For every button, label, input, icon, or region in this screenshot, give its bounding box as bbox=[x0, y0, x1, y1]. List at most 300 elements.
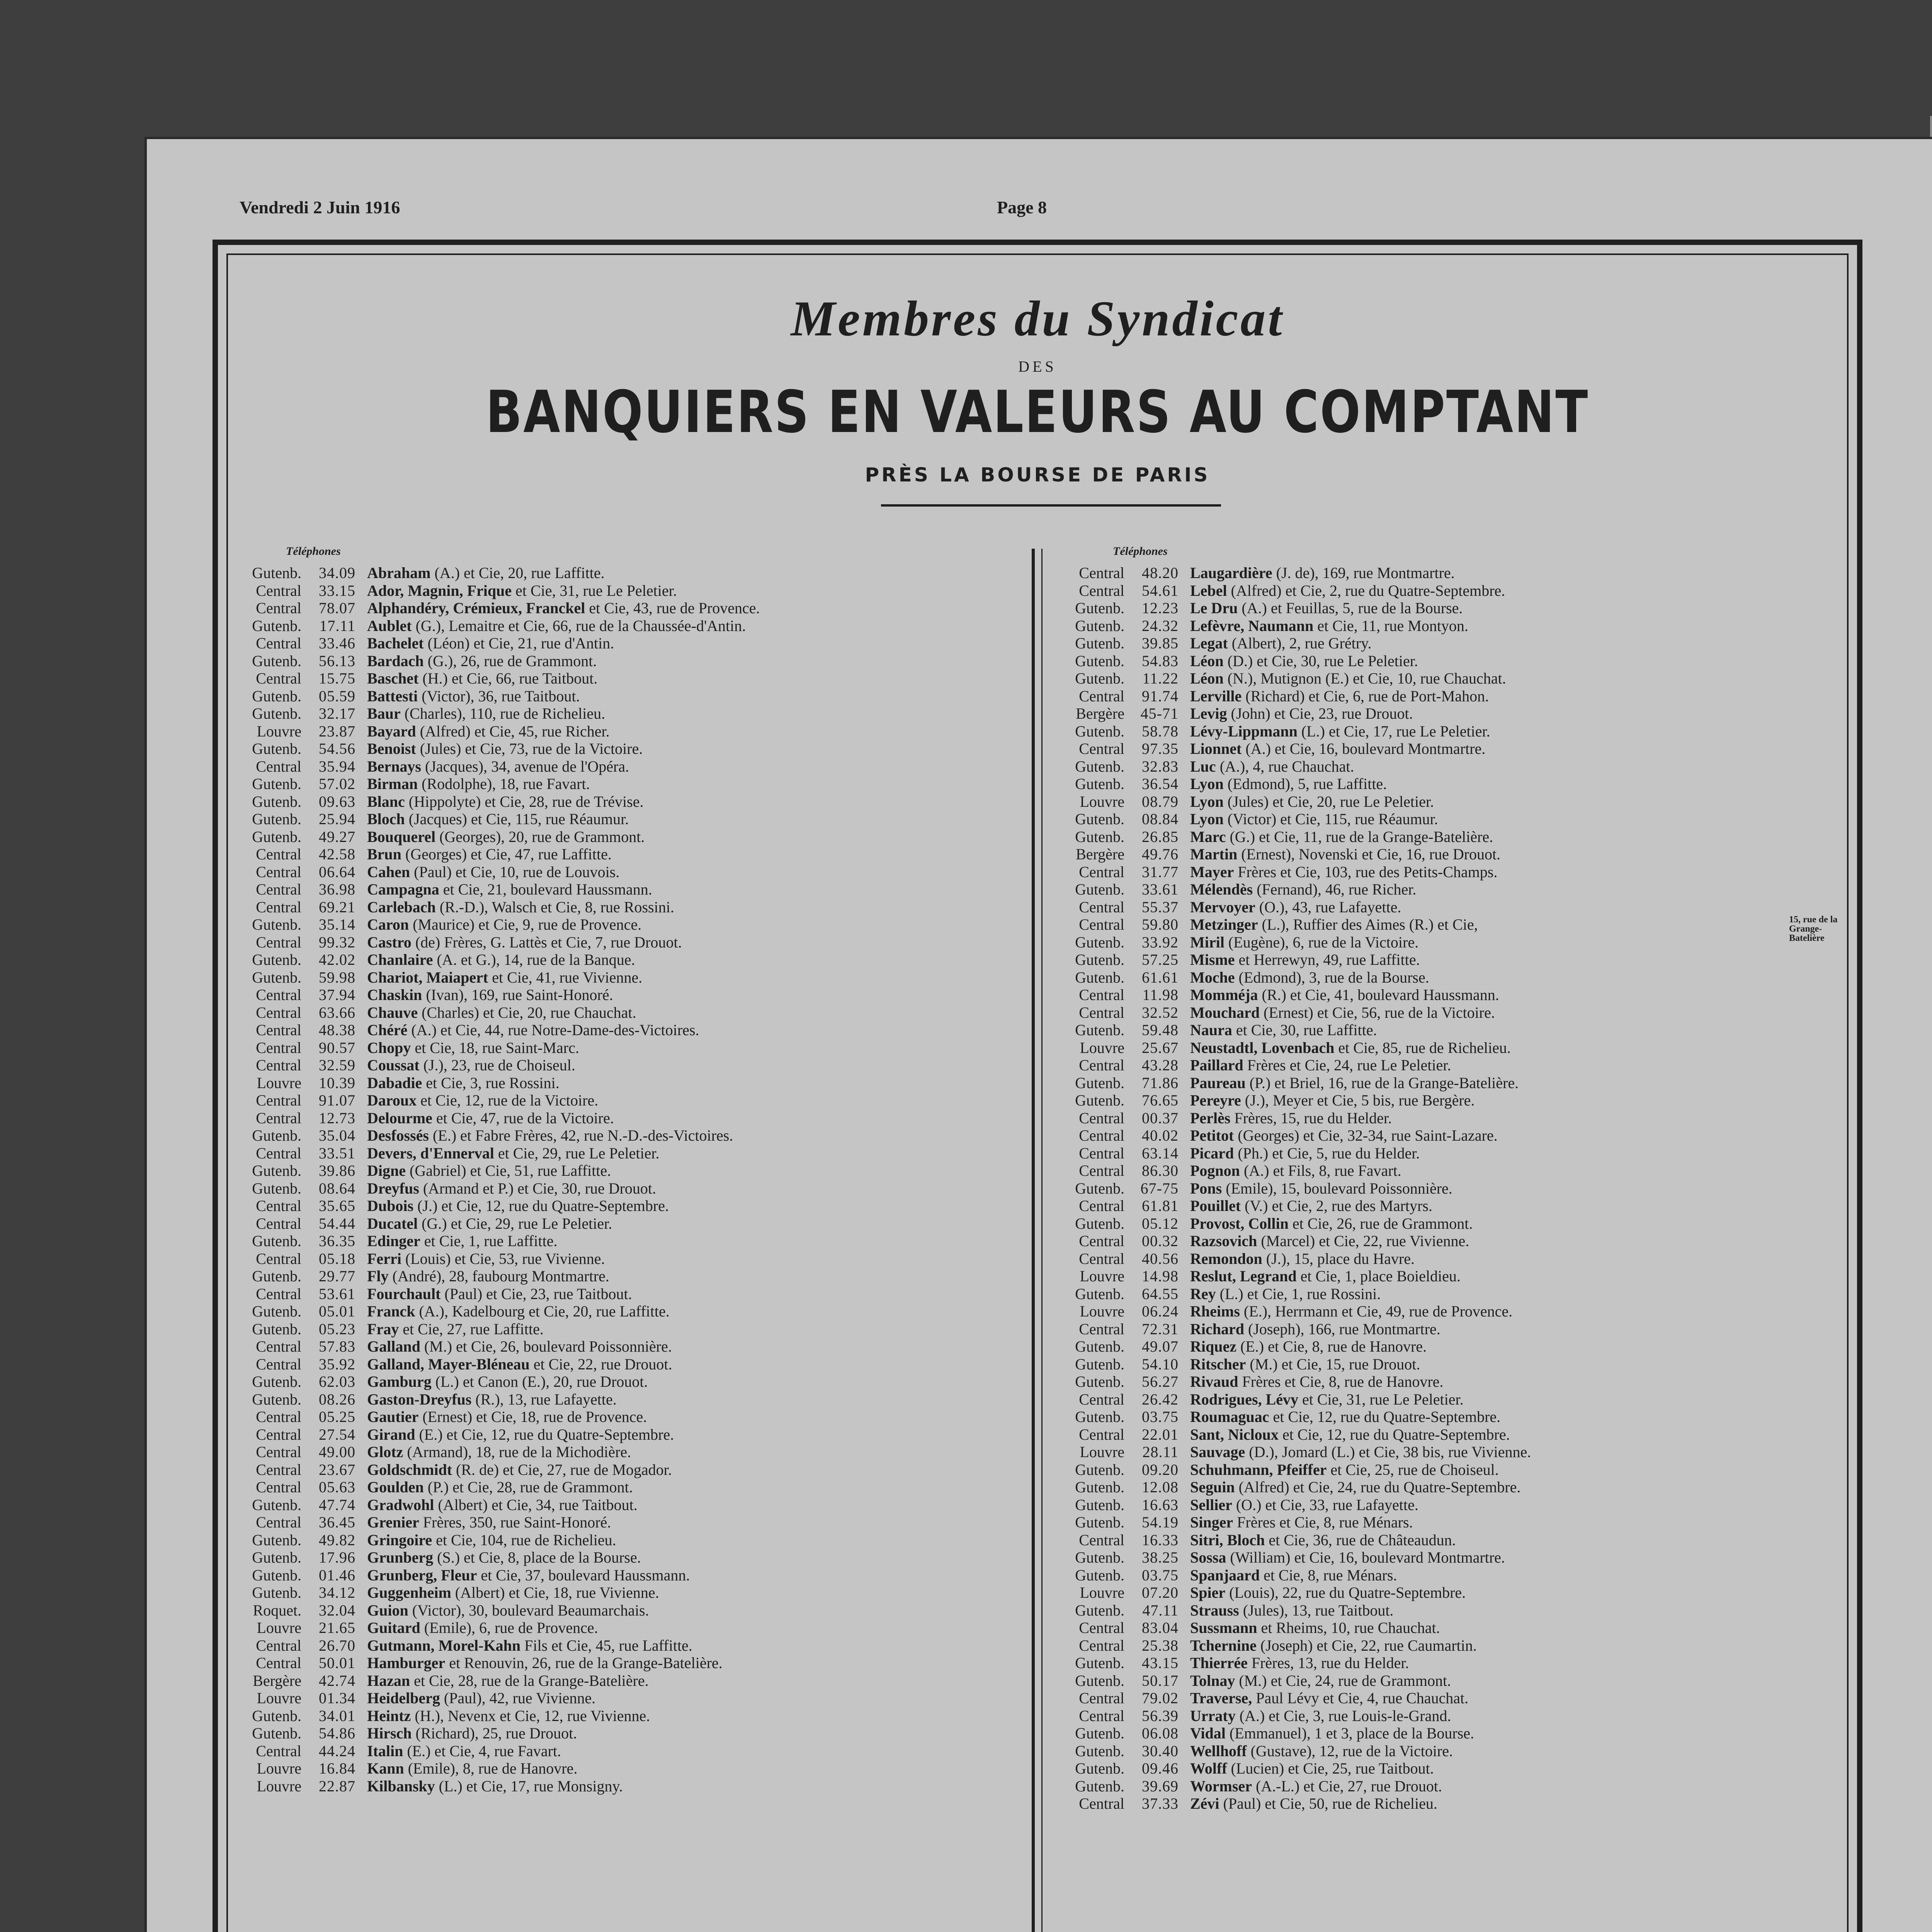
phone-number: 76.65 bbox=[1142, 1092, 1179, 1109]
member-name: Picard bbox=[1190, 1144, 1234, 1162]
exchange-name: Central bbox=[256, 634, 301, 652]
member-row bbox=[240, 1355, 1024, 1373]
member-name: Castro bbox=[367, 933, 412, 951]
member-address: (E.) et Cie, 12, rue du Quatre-Septembre. bbox=[415, 1425, 674, 1443]
phone-number: 36.54 bbox=[1142, 775, 1179, 793]
member-address: (E.) et Cie, 8, rue de Hanovre. bbox=[1236, 1338, 1427, 1355]
member-row bbox=[1063, 1689, 1843, 1707]
member-address: (A.) et Cie, 20, rue Laffitte. bbox=[430, 564, 605, 582]
member-row bbox=[1063, 1672, 1843, 1690]
phone-number: 06.08 bbox=[1142, 1725, 1179, 1742]
member-name: Pereyre bbox=[1190, 1092, 1241, 1109]
member-entry bbox=[1190, 1285, 1381, 1303]
phone-number: 62.03 bbox=[319, 1373, 355, 1390]
member-address: (A.), Kadelbourg et Cie, 20, rue Laffitte. bbox=[415, 1303, 670, 1320]
exchange-name: Louvre bbox=[257, 1619, 301, 1636]
phone-number: 56.39 bbox=[1142, 1707, 1179, 1725]
member-entry bbox=[1190, 652, 1418, 670]
member-name: Remondon bbox=[1190, 1250, 1262, 1267]
phone-number: 71.86 bbox=[1142, 1074, 1179, 1092]
member-name: Lyon bbox=[1190, 775, 1224, 793]
member-name: Chaskin bbox=[367, 986, 422, 1003]
exchange-name: Gutenb. bbox=[1075, 1461, 1124, 1478]
member-name: Pouillet bbox=[1190, 1197, 1241, 1214]
member-entry bbox=[1190, 1795, 1437, 1813]
phone-number: 25.67 bbox=[1142, 1039, 1179, 1056]
member-name: Chanlaire bbox=[367, 951, 433, 968]
member-row bbox=[240, 881, 1024, 898]
member-name: Bardach bbox=[367, 652, 424, 670]
phone-number: 42.74 bbox=[319, 1672, 355, 1689]
phone-number: 59.80 bbox=[1142, 916, 1179, 933]
exchange-name: Louvre bbox=[1080, 1584, 1124, 1601]
exchange-name: Gutenb. bbox=[1075, 1672, 1124, 1689]
exchange-name: Gutenb. bbox=[1075, 1355, 1124, 1373]
phone-number: 48.38 bbox=[319, 1021, 355, 1039]
member-row bbox=[1063, 1777, 1843, 1795]
member-row bbox=[1063, 1109, 1843, 1127]
member-name: Neustadtl, Lovenbach bbox=[1190, 1039, 1335, 1056]
member-name: Singer bbox=[1190, 1514, 1233, 1531]
member-name: Sellier bbox=[1190, 1496, 1232, 1514]
phone-number: 50.17 bbox=[1142, 1672, 1179, 1689]
exchange-name: Louvre bbox=[257, 1074, 301, 1092]
member-address: Fils et Cie, 45, rue Laffitte. bbox=[520, 1636, 692, 1654]
member-address: et Cie, 31, rue Le Peletier. bbox=[1298, 1390, 1464, 1408]
member-address: et Cie, 47, rue de la Victoire. bbox=[432, 1109, 614, 1127]
exchange-name: Central bbox=[1079, 740, 1124, 757]
member-entry bbox=[1190, 1338, 1427, 1355]
member-entry bbox=[1190, 1443, 1531, 1461]
member-name: Roumaguac bbox=[1190, 1408, 1269, 1425]
phone-number: 47.74 bbox=[319, 1496, 355, 1514]
phone-number: 09.20 bbox=[1142, 1461, 1179, 1478]
member-address: Frères et Cie, 24, rue Le Peletier. bbox=[1243, 1056, 1451, 1074]
member-row bbox=[240, 1496, 1024, 1514]
phone-number: 39.86 bbox=[319, 1162, 355, 1179]
member-name: Legat bbox=[1190, 634, 1228, 652]
member-entry bbox=[1190, 1566, 1397, 1584]
member-name: Ducatel bbox=[367, 1214, 418, 1232]
exchange-name: Gutenb. bbox=[252, 1390, 301, 1408]
member-name: Grunberg bbox=[367, 1549, 434, 1566]
member-row bbox=[240, 969, 1024, 986]
member-entry bbox=[1190, 828, 1493, 846]
exchange-name: Gutenb. bbox=[1075, 652, 1124, 670]
member-row bbox=[240, 652, 1024, 670]
exchange-name: Central bbox=[256, 986, 301, 1003]
member-row bbox=[240, 916, 1024, 934]
member-name: Provost, Collin bbox=[1190, 1214, 1289, 1232]
member-row bbox=[1063, 1232, 1843, 1250]
member-entry bbox=[1190, 775, 1387, 793]
member-row bbox=[1063, 705, 1843, 723]
exchange-name: Central bbox=[1079, 1127, 1124, 1144]
phone-number: 63.14 bbox=[1142, 1144, 1179, 1162]
phone-number: 37.33 bbox=[1142, 1795, 1179, 1812]
member-row bbox=[240, 599, 1024, 617]
member-address: (A. et G.), 14, rue de la Banque. bbox=[433, 951, 635, 968]
member-address: et Cie, 37, boulevard Haussmann. bbox=[477, 1566, 690, 1584]
exchange-name: Gutenb. bbox=[1075, 1408, 1124, 1425]
member-address: (André), 28, faubourg Montmartre. bbox=[388, 1267, 609, 1285]
exchange-name: Central bbox=[256, 599, 301, 617]
exchange-name: Central bbox=[1079, 916, 1124, 933]
member-entry bbox=[367, 1004, 636, 1022]
member-entry bbox=[1190, 599, 1463, 617]
member-address: (Victor), 36, rue Taitbout. bbox=[418, 687, 580, 705]
phone-number: 33.46 bbox=[319, 634, 355, 652]
member-entry bbox=[367, 951, 635, 969]
phone-number: 67-75 bbox=[1140, 1179, 1179, 1197]
phone-number: 05.01 bbox=[319, 1303, 355, 1320]
title-des: DES bbox=[1018, 358, 1057, 375]
member-entry bbox=[367, 1602, 649, 1619]
exchange-name: Gutenb. bbox=[252, 652, 301, 670]
member-entry bbox=[367, 1549, 641, 1566]
member-row bbox=[240, 740, 1024, 758]
member-address: (O.), 43, rue Lafayette. bbox=[1255, 898, 1401, 916]
member-name: Bayard bbox=[367, 722, 416, 740]
member-entry bbox=[367, 1637, 692, 1655]
member-address: (J.) et Cie, 12, rue du Quatre-Septembre. bbox=[413, 1197, 669, 1214]
member-row bbox=[1063, 1566, 1843, 1584]
member-row bbox=[1063, 1145, 1843, 1162]
member-row bbox=[1063, 1303, 1843, 1320]
member-entry bbox=[1190, 1039, 1511, 1057]
phone-number: 32.17 bbox=[319, 705, 355, 722]
phone-number: 08.64 bbox=[319, 1179, 355, 1197]
member-address: (Armand), 18, rue de la Michodière. bbox=[403, 1443, 631, 1461]
member-name: Sitri, Bloch bbox=[1190, 1531, 1265, 1549]
member-address: (Charles) et Cie, 20, rue Chauchat. bbox=[418, 1003, 636, 1021]
member-address: et Rheims, 10, rue Chauchat. bbox=[1257, 1619, 1440, 1636]
member-address: et Cie, 11, rue Montyon. bbox=[1313, 617, 1468, 634]
member-row bbox=[1063, 599, 1843, 617]
member-name: Baschet bbox=[367, 670, 419, 687]
exchange-name: Central bbox=[1079, 1232, 1124, 1250]
member-address: (William) et Cie, 16, boulevard Montmartre. bbox=[1226, 1549, 1505, 1566]
phone-number: 63.66 bbox=[319, 1003, 355, 1021]
phone-number: 23.87 bbox=[319, 722, 355, 740]
member-entry bbox=[1190, 1232, 1469, 1250]
exchange-name: Roquet. bbox=[253, 1601, 301, 1619]
member-address: (G.) et Cie, 11, rue de la Grange-Batelière. bbox=[1226, 828, 1493, 845]
member-entry bbox=[367, 1689, 595, 1707]
member-name: Bachelet bbox=[367, 634, 424, 652]
member-entry bbox=[367, 705, 605, 723]
member-address: (Armand et P.) et Cie, 30, rue Drouot. bbox=[419, 1179, 656, 1197]
member-name: Momméja bbox=[1190, 986, 1258, 1003]
exchange-name: Gutenb. bbox=[252, 687, 301, 705]
exchange-name: Central bbox=[1079, 1619, 1124, 1636]
member-entry bbox=[367, 1320, 544, 1338]
member-entry bbox=[1190, 1584, 1466, 1602]
phone-number: 32.83 bbox=[1142, 757, 1179, 775]
member-name: Zévi bbox=[1190, 1795, 1219, 1812]
phone-number: 08.26 bbox=[319, 1390, 355, 1408]
member-name: Mervoyer bbox=[1190, 898, 1255, 916]
member-row bbox=[1063, 1021, 1843, 1039]
member-name: Pognon bbox=[1190, 1162, 1240, 1179]
exchange-name: Central bbox=[1079, 564, 1124, 582]
member-row bbox=[1063, 1373, 1843, 1391]
exchange-name: Central bbox=[1079, 1689, 1124, 1707]
member-row bbox=[240, 634, 1024, 652]
phone-number: 35.94 bbox=[319, 757, 355, 775]
member-entry bbox=[1190, 793, 1434, 811]
phone-number: 16.33 bbox=[1142, 1531, 1179, 1549]
exchange-name: Gutenb. bbox=[1075, 1373, 1124, 1390]
phone-number: 35.04 bbox=[319, 1127, 355, 1144]
member-row bbox=[240, 845, 1024, 863]
member-name: Gradwohl bbox=[367, 1496, 434, 1514]
phone-number: 06.24 bbox=[1142, 1303, 1179, 1320]
member-address: et Cie, 12, rue du Quatre-Septembre. bbox=[1269, 1408, 1501, 1425]
member-address: (H.), Nevenx et Cie, 12, rue Vivienne. bbox=[411, 1707, 650, 1725]
member-row bbox=[240, 1303, 1024, 1320]
exchange-name: Gutenb. bbox=[252, 810, 301, 828]
member-name: Birman bbox=[367, 775, 418, 793]
phone-number: 53.61 bbox=[319, 1285, 355, 1303]
exchange-name: Central bbox=[1079, 1197, 1124, 1214]
member-entry bbox=[1190, 1637, 1477, 1655]
member-entry bbox=[1190, 1725, 1474, 1742]
member-address: Frères et Cie, 103, rue des Petits-Champs. bbox=[1234, 863, 1498, 881]
phone-number: 08.84 bbox=[1142, 810, 1179, 828]
member-address: (R.), 13, rue Lafayette. bbox=[471, 1390, 617, 1408]
member-address: (Marcel) et Cie, 22, rue Vivienne. bbox=[1257, 1232, 1469, 1250]
phone-number: 23.67 bbox=[319, 1461, 355, 1478]
member-address: (H.) et Cie, 66, rue Taitbout. bbox=[418, 670, 598, 687]
member-address: et Cie, 41, rue Vivienne. bbox=[488, 968, 643, 986]
member-name: Sossa bbox=[1190, 1549, 1226, 1566]
member-address: (Rodolphe), 18, rue Favart. bbox=[418, 775, 590, 793]
exchange-name: Louvre bbox=[257, 722, 301, 740]
phone-number: 33.92 bbox=[1142, 933, 1179, 951]
member-name: Chauve bbox=[367, 1003, 418, 1021]
member-entry bbox=[1190, 1162, 1401, 1180]
member-name: Alphandéry, Crémieux, Franckel bbox=[367, 599, 585, 617]
exchange-name: Gutenb. bbox=[1075, 1285, 1124, 1303]
member-row bbox=[240, 793, 1024, 811]
phone-number: 24.32 bbox=[1142, 617, 1179, 634]
member-entry bbox=[1190, 969, 1429, 986]
member-entry bbox=[367, 1232, 557, 1250]
member-address: (Richard) et Cie, 6, rue de Port-Mahon. bbox=[1242, 687, 1489, 705]
member-address: et Cie, 28, rue de la Grange-Batelière. bbox=[410, 1672, 649, 1689]
member-address: et Cie, 36, rue de Châteaudun. bbox=[1265, 1531, 1456, 1549]
member-entry bbox=[1190, 1303, 1512, 1320]
exchange-name: Central bbox=[1079, 687, 1124, 705]
member-row bbox=[1063, 1619, 1843, 1637]
exchange-name: Gutenb. bbox=[252, 1725, 301, 1742]
member-address: et Cie, 30, rue Laffitte. bbox=[1232, 1021, 1377, 1039]
phone-number: 34.01 bbox=[319, 1707, 355, 1725]
exchange-name: Gutenb. bbox=[1075, 933, 1124, 951]
exchange-name: Central bbox=[256, 1092, 301, 1109]
member-row bbox=[240, 1127, 1024, 1145]
member-address: (Joseph) et Cie, 22, rue Caumartin. bbox=[1256, 1636, 1477, 1654]
member-name: Razsovich bbox=[1190, 1232, 1257, 1250]
member-name: Kilbansky bbox=[367, 1777, 435, 1795]
member-entry bbox=[1190, 1215, 1473, 1233]
phone-number: 61.81 bbox=[1142, 1197, 1179, 1214]
exchange-name: Central bbox=[1079, 986, 1124, 1003]
exchange-name: Gutenb. bbox=[252, 564, 301, 582]
member-entry bbox=[1190, 1619, 1440, 1637]
exchange-name: Bergère bbox=[1076, 705, 1124, 722]
member-entry bbox=[367, 1109, 614, 1127]
member-address: (D.) et Cie, 30, rue Le Peletier. bbox=[1223, 652, 1418, 670]
member-address: (J.), 23, rue de Choiseul. bbox=[419, 1056, 575, 1074]
exchange-name: Central bbox=[256, 1355, 301, 1373]
member-row bbox=[240, 1145, 1024, 1162]
exchange-name: Louvre bbox=[1080, 1303, 1124, 1320]
member-row bbox=[240, 723, 1024, 740]
member-address: (Eugène), 6, rue de la Victoire. bbox=[1224, 933, 1419, 951]
member-entry bbox=[367, 599, 760, 617]
member-row bbox=[1063, 1443, 1843, 1461]
member-row bbox=[1063, 881, 1843, 898]
exchange-name: Central bbox=[256, 1654, 301, 1672]
member-name: Brun bbox=[367, 845, 401, 863]
phone-number: 12.73 bbox=[319, 1109, 355, 1127]
member-name: Gutmann, Morel-Kahn bbox=[367, 1636, 521, 1654]
member-row bbox=[240, 1443, 1024, 1461]
member-entry bbox=[1190, 1092, 1475, 1109]
member-entry bbox=[367, 1619, 598, 1637]
member-address: (Alfred) et Cie, 2, rue du Quatre-Septembre. bbox=[1227, 582, 1505, 599]
phone-number: 01.34 bbox=[319, 1689, 355, 1707]
exchange-name: Gutenb. bbox=[1075, 1092, 1124, 1109]
member-address: (A.-L.) et Cie, 27, rue Drouot. bbox=[1252, 1777, 1442, 1795]
member-row bbox=[240, 898, 1024, 916]
member-row bbox=[240, 1549, 1024, 1566]
member-entry bbox=[1190, 1549, 1505, 1566]
member-name: Coussat bbox=[367, 1056, 420, 1074]
title-bourse: PRÈS LA BOURSE DE PARIS bbox=[865, 464, 1210, 486]
member-address: (A.) et Cie, 16, boulevard Montmartre. bbox=[1242, 740, 1486, 757]
column-divider-thin bbox=[1041, 549, 1043, 1932]
member-name: Traverse, bbox=[1190, 1689, 1252, 1707]
member-name: Seguin bbox=[1190, 1478, 1235, 1496]
member-row bbox=[240, 564, 1024, 582]
phone-number: 35.92 bbox=[319, 1355, 355, 1373]
member-entry bbox=[367, 881, 652, 898]
phone-number: 56.27 bbox=[1142, 1373, 1179, 1390]
phone-number: 05.59 bbox=[319, 687, 355, 705]
member-entry bbox=[1190, 582, 1505, 600]
exchange-name: Gutenb. bbox=[1075, 670, 1124, 687]
phone-number: 07.20 bbox=[1142, 1584, 1179, 1601]
member-entry bbox=[367, 1145, 660, 1162]
member-address: et Cie, 29, rue Le Peletier. bbox=[494, 1144, 660, 1162]
member-address: (E.) et Fabre Frères, 42, rue N.-D.-des-Victoires. bbox=[429, 1127, 733, 1144]
member-row bbox=[240, 1285, 1024, 1303]
page-date: Vendredi 2 Juin 1916 bbox=[240, 197, 400, 217]
member-address: (Edmond), 5, rue Laffitte. bbox=[1223, 775, 1387, 793]
member-address: (L.) et Canon (E.), 20, rue Drouot. bbox=[431, 1373, 648, 1390]
member-address: (G.), Lemaitre et Cie, 66, rue de la Chaussée-d'Antin. bbox=[412, 617, 746, 634]
phone-number: 50.01 bbox=[319, 1654, 355, 1672]
member-row bbox=[1063, 1180, 1843, 1197]
member-entry bbox=[367, 1056, 575, 1074]
phone-number: 34.12 bbox=[319, 1584, 355, 1601]
member-name: Guitard bbox=[367, 1619, 420, 1636]
member-name: Ritscher bbox=[1190, 1355, 1246, 1373]
phone-number: 26.70 bbox=[319, 1636, 355, 1654]
exchange-name: Gutenb. bbox=[1075, 1742, 1124, 1760]
phone-number: 54.56 bbox=[319, 740, 355, 757]
member-row bbox=[240, 1092, 1024, 1109]
member-name: Dreyfus bbox=[367, 1179, 419, 1197]
phone-number: 25.38 bbox=[1142, 1636, 1179, 1654]
member-address: (Paul), 42, rue Vivienne. bbox=[440, 1689, 596, 1707]
member-address: (N.), Mutignon (E.) et Cie, 10, rue Chauchat. bbox=[1223, 670, 1506, 687]
member-address: (R.) et Cie, 41, boulevard Haussmann. bbox=[1258, 986, 1499, 1003]
phone-number: 64.55 bbox=[1142, 1285, 1179, 1303]
exchange-name: Central bbox=[256, 1514, 301, 1531]
member-address: et Cie, 3, rue Rossini. bbox=[422, 1074, 560, 1092]
exchange-name: Central bbox=[256, 582, 301, 599]
member-address: (V.) et Cie, 2, rue des Martyrs. bbox=[1241, 1197, 1432, 1214]
phone-number: 37.94 bbox=[319, 986, 355, 1003]
exchange-name: Gutenb. bbox=[1075, 1601, 1124, 1619]
phone-number: 91.74 bbox=[1142, 687, 1179, 705]
exchange-name: Central bbox=[1079, 1425, 1124, 1443]
member-row bbox=[240, 1267, 1024, 1285]
member-name: Gautier bbox=[367, 1408, 419, 1425]
members-column-right bbox=[1063, 564, 1843, 1813]
member-row bbox=[240, 1602, 1024, 1619]
member-name: Mouchard bbox=[1190, 1003, 1260, 1021]
member-name: Chéré bbox=[367, 1021, 408, 1039]
member-name: Paillard bbox=[1190, 1056, 1243, 1074]
exchange-name: Gutenb. bbox=[252, 793, 301, 810]
exchange-name: Gutenb. bbox=[252, 1707, 301, 1725]
exchange-name: Central bbox=[1079, 1056, 1124, 1074]
member-address: Frères et Cie, 8, rue de Hanovre. bbox=[1238, 1373, 1444, 1390]
member-name: Hazan bbox=[367, 1672, 410, 1689]
member-row bbox=[1063, 986, 1843, 1004]
member-row bbox=[1063, 793, 1843, 811]
exchange-name: Central bbox=[1079, 1531, 1124, 1549]
exchange-name: Gutenb. bbox=[1075, 1179, 1124, 1197]
phone-number: 40.56 bbox=[1142, 1250, 1179, 1267]
exchange-name: Bergère bbox=[253, 1672, 301, 1689]
member-row bbox=[240, 1478, 1024, 1496]
member-address: (Louis), 22, rue du Quatre-Septembre. bbox=[1225, 1584, 1466, 1601]
member-entry bbox=[367, 1355, 672, 1373]
member-name: Pons bbox=[1190, 1179, 1222, 1197]
member-name: Franck bbox=[367, 1303, 415, 1320]
member-name: Galland bbox=[367, 1338, 420, 1355]
member-name: Naura bbox=[1190, 1021, 1232, 1039]
member-entry bbox=[1190, 1461, 1499, 1479]
exchange-name: Gutenb. bbox=[1075, 1566, 1124, 1584]
member-name: Wellhoff bbox=[1190, 1742, 1247, 1760]
phone-number: 33.51 bbox=[319, 1144, 355, 1162]
member-name: Sussmann bbox=[1190, 1619, 1257, 1636]
member-name: Petitot bbox=[1190, 1127, 1234, 1144]
phone-number: 59.98 bbox=[319, 968, 355, 986]
member-name: Campagna bbox=[367, 881, 439, 898]
member-entry bbox=[367, 652, 597, 670]
phone-number: 39.85 bbox=[1142, 634, 1179, 652]
member-row bbox=[240, 758, 1024, 776]
member-address: (Fernand), 46, rue Richer. bbox=[1253, 881, 1417, 898]
